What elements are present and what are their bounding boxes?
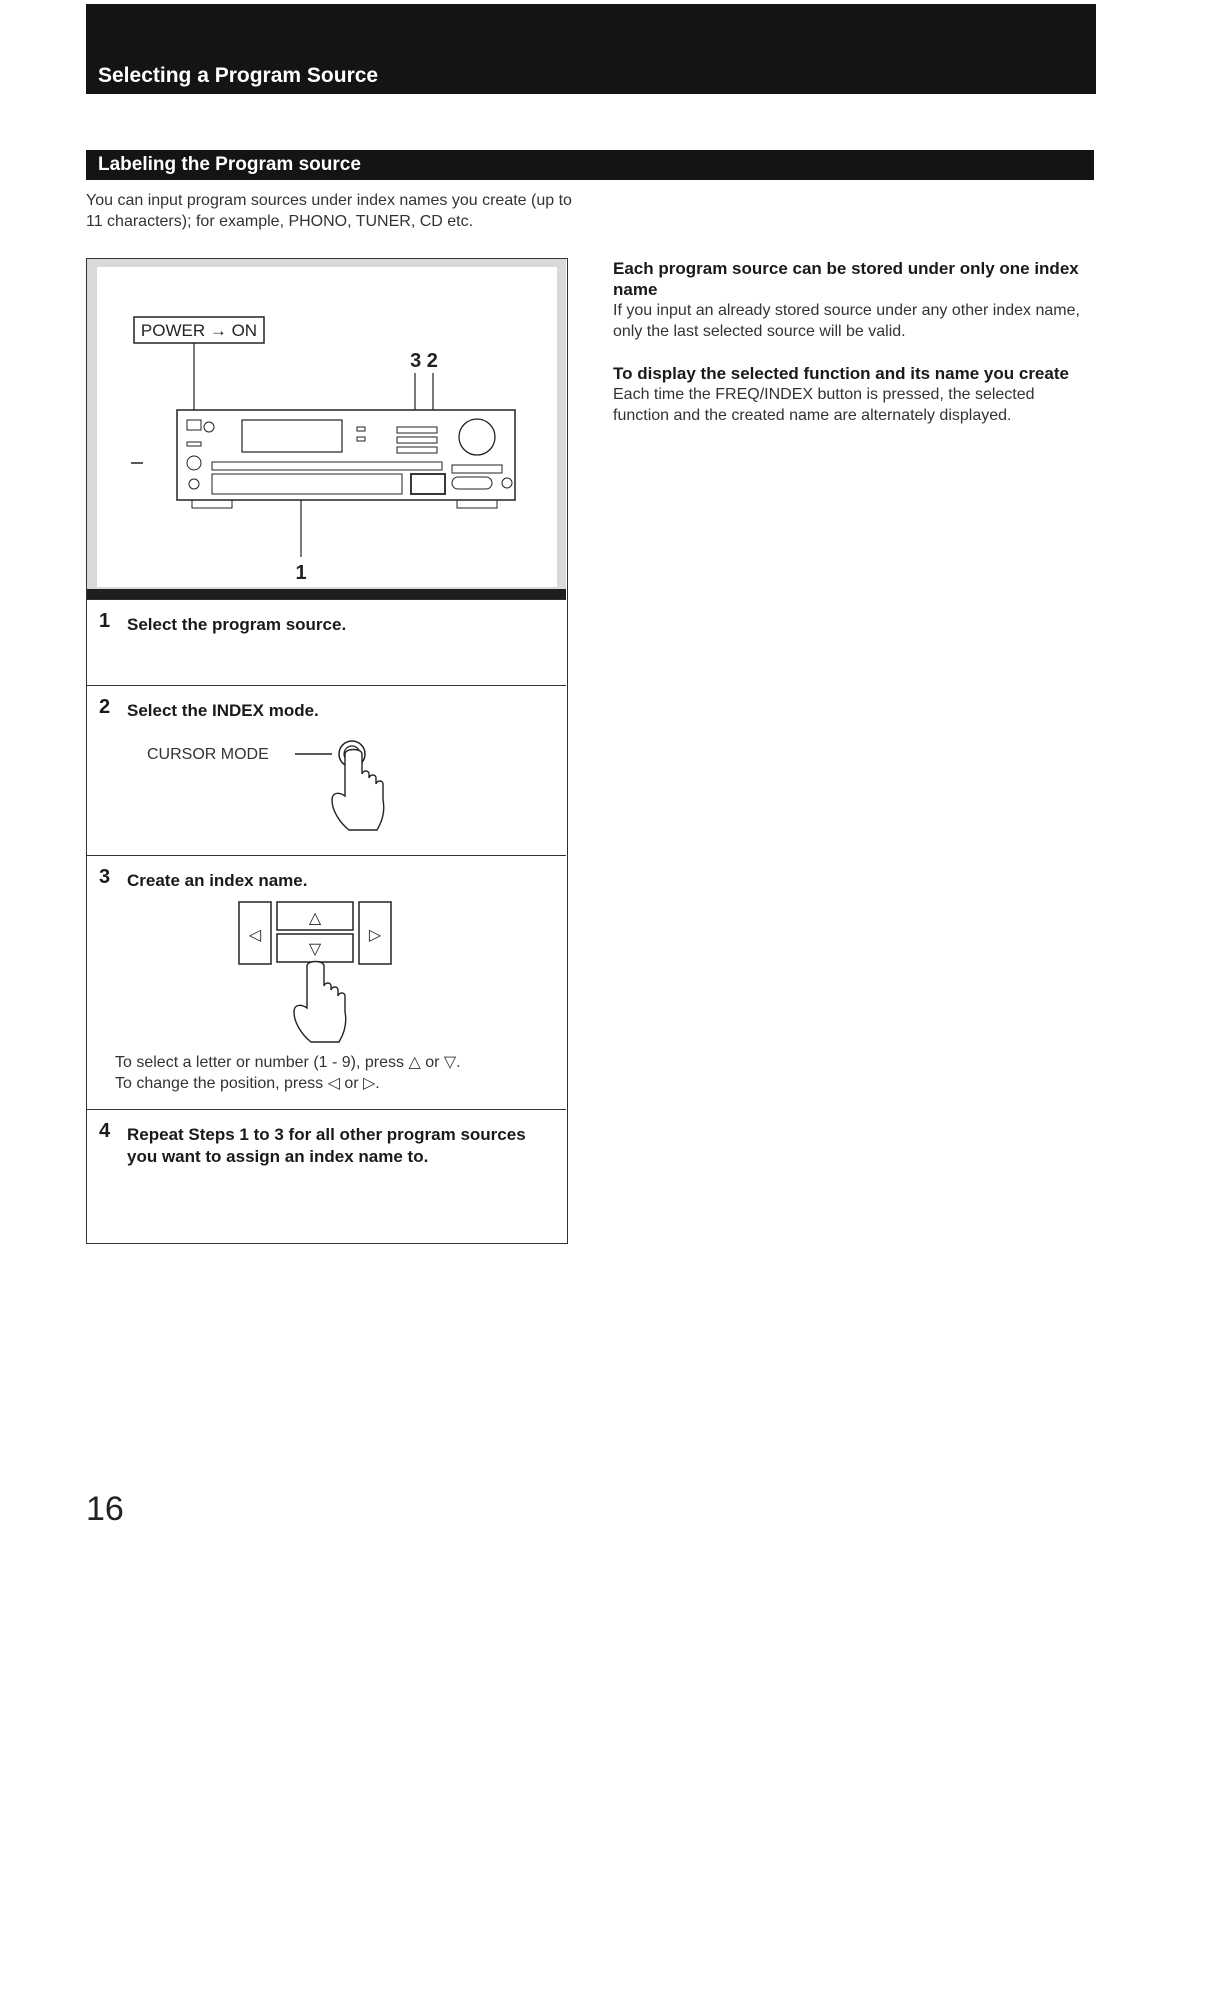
step-number: 2: [99, 696, 111, 718]
step-number: 4: [99, 1120, 111, 1142]
up-arrow-icon: △: [308, 910, 322, 927]
callout-bottom: 1: [295, 562, 307, 584]
step-1: [87, 599, 566, 685]
hand-icon: [332, 750, 384, 831]
step-3: [87, 855, 566, 1109]
step-number: 3: [99, 866, 111, 888]
section-title: Labeling the Program source: [98, 154, 361, 175]
step-note-line2: To change the position, press ◁ or ▷.: [115, 1075, 380, 1092]
step-number: 1: [99, 610, 111, 632]
notes-column: [613, 258, 1093, 447]
step-text: Select the INDEX mode.: [127, 701, 319, 720]
note-body: Each time the FREQ/INDEX button is pressed, the selected function and the created name are alternately displayed.: [613, 386, 1035, 424]
step-text: Repeat Steps 1 to 3 for all other program sources you want to assign an index name to.: [127, 1125, 526, 1166]
cursor-mode-illustration: [127, 726, 387, 846]
intro-text: You can input program sources under index names you create (up to 11 characters); for example, PHONO, TUNER, CD etc.: [86, 192, 572, 230]
instructions-panel: [86, 258, 568, 1244]
step-4: [87, 1109, 566, 1242]
cursor-mode-label: CURSOR MODE: [147, 746, 269, 763]
cursor-buttons-illustration: [237, 896, 417, 1056]
note-body: If you input an already stored source under any other index name, only the last selected source will be valid.: [613, 302, 1080, 340]
hand-icon: [294, 962, 346, 1043]
page-number: 16: [86, 1490, 124, 1528]
note-heading: To display the selected function and its name you create: [613, 364, 1069, 383]
section-bar: [86, 150, 1094, 180]
receiver-drawing: [97, 267, 557, 587]
step-text: Select the program source.: [127, 615, 347, 634]
left-arrow-icon: ◁: [248, 927, 262, 944]
callout-top: 3 2: [410, 350, 438, 372]
receiver-illustration: [87, 259, 566, 599]
power-label: POWER → ON: [140, 321, 258, 340]
page-title: Selecting a Program Source: [98, 64, 379, 87]
header-bar: [86, 4, 1096, 94]
down-arrow-icon: ▽: [308, 941, 322, 958]
right-arrow-icon: ▷: [368, 927, 382, 944]
note-heading: Each program source can be stored under only one index name: [613, 259, 1079, 299]
step-text: Create an index name.: [127, 871, 308, 890]
step-2: [87, 685, 566, 855]
step-note-line1: To select a letter or number (1 - 9), press △ or ▽.: [115, 1054, 461, 1071]
